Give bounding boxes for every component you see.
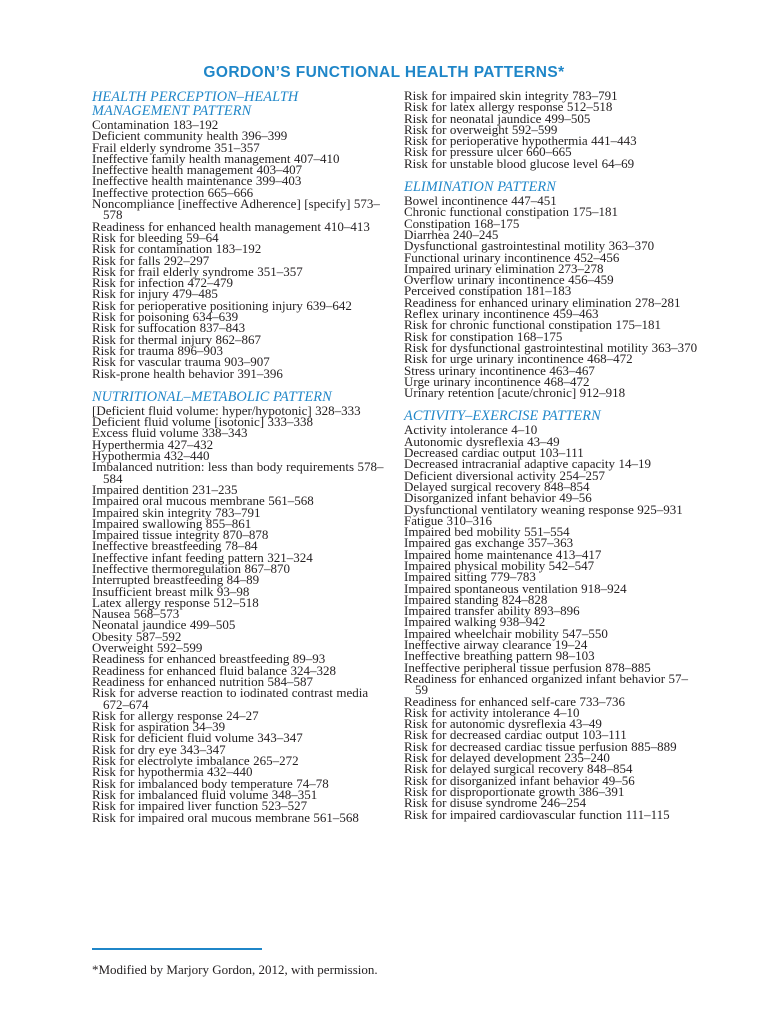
diagnosis-entry: Impaired home maintenance 413–417 (404, 546, 602, 562)
diagnosis-entry: Risk for overweight 592–599 (404, 121, 558, 137)
diagnosis-entry: Contamination 183–192 (92, 117, 219, 132)
diagnosis-entry: Impaired wheelchair mobility 547–550 (404, 625, 608, 641)
diagnosis-entry: Dysfunctional gastrointestinal motility 363–370 (404, 238, 655, 254)
diagnosis-entry: Constipation 168–175 (404, 215, 520, 231)
diagnosis-entry: Impaired transfer ability 893–896 (404, 603, 580, 619)
diagnosis-entry: Risk for allergy response 24–27 (92, 707, 259, 723)
diagnosis-entry: Overflow urinary incontinence 456–459 (404, 272, 614, 288)
diagnosis-entry: Risk for vascular trauma 903–907 (92, 354, 270, 370)
diagnosis-entry: Perceived constipation 181–183 (404, 283, 572, 299)
diagnosis-entry: Risk for autonomic dysreflexia 43–49 (404, 716, 602, 732)
diagnosis-entry: Diarrhea 240–245 (404, 226, 499, 242)
diagnosis-entry: Decreased cardiac output 103–111 (404, 445, 584, 461)
diagnosis-entry: Activity intolerance 4–10 (404, 422, 538, 438)
diagnosis-entry: Readiness for enhanced breastfeeding 89–93 (92, 651, 326, 667)
diagnosis-entry: Ineffective protection 665–666 (92, 184, 254, 200)
diagnosis-entry: Risk for urge urinary incontinence 468–472 (404, 351, 633, 367)
diagnosis-entry: Impaired skin integrity 783–791 (92, 504, 261, 520)
diagnosis-entry: Risk for injury 479–485 (92, 286, 218, 302)
diagnosis-entry: Impaired dentition 231–235 (92, 481, 238, 497)
diagnosis-entry: Delayed surgical recovery 848–854 (404, 478, 590, 494)
diagnosis-entry: Ineffective health maintenance 399–403 (92, 173, 302, 189)
diagnosis-entry: Readiness for enhanced health management 410–413 (92, 218, 370, 234)
diagnosis-entry: Risk for imbalanced body temperature 74–78 (92, 775, 329, 791)
diagnosis-entry: Risk for constipation 168–175 (404, 328, 563, 344)
diagnosis-entry: Impaired standing 824–828 (404, 591, 548, 607)
diagnosis-entry: Overweight 592–599 (92, 640, 203, 656)
diagnosis-entry: Risk for delayed development 235–240 (404, 750, 610, 766)
diagnosis-entry: Risk for delayed surgical recovery 848–854 (404, 761, 633, 777)
diagnosis-entry: Risk for bleeding 59–64 (92, 229, 219, 245)
diagnosis-entry: Risk for activity intolerance 4–10 (404, 704, 580, 720)
diagnosis-entry: Risk for impaired cardiovascular function 111–115 (404, 806, 670, 822)
diagnosis-entry: Risk for chronic functional constipation 175–181 (404, 317, 661, 333)
diagnosis-entry: Ineffective thermoregulation 867–870 (92, 560, 290, 576)
diagnosis-entry: Stress urinary incontinence 463–467 (404, 362, 595, 378)
diagnosis-entry: Urge urinary incontinence 468–472 (404, 373, 590, 389)
diagnosis-entry: Risk-prone health behavior 391–396 (92, 365, 283, 381)
diagnosis-entry: Deficient diversional activity 254–257 (404, 467, 605, 483)
left-column (92, 90, 384, 834)
diagnosis-entry: Risk for frail elderly syndrome 351–357 (92, 263, 303, 279)
right-column (404, 90, 699, 831)
diagnosis-entry: [Deficient fluid volume: hyper/hypotonic] 328–333 (92, 402, 361, 418)
diagnosis-entry: Risk for trauma 896–903 (92, 342, 223, 358)
diagnosis-entry: Ineffective airway clearance 19–24 (404, 637, 588, 653)
diagnosis-entry: Impaired sitting 779–783 (404, 569, 536, 585)
diagnosis-entry: Latex allergy response 512–518 (92, 594, 259, 610)
diagnosis-entry: Deficient community health 396–399 (92, 128, 288, 144)
diagnosis-entry: Ineffective breastfeeding 78–84 (92, 538, 258, 554)
diagnosis-entry: Insufficient breast milk 93–98 (92, 583, 250, 599)
diagnosis-entry: Risk for infection 472–479 (92, 275, 234, 291)
diagnosis-entry: Excess fluid volume 338–343 (92, 425, 248, 441)
diagnosis-entry: Readiness for enhanced self-care 733–736 (404, 693, 625, 709)
diagnosis-entry: Risk for suffocation 837–843 (92, 320, 246, 336)
diagnosis-entry: Risk for pressure ulcer 660–665 (404, 144, 572, 160)
diagnosis-entry: Impaired walking 938–942 (404, 614, 546, 630)
diagnosis-entry: Bowel incontinence 447–451 (404, 193, 557, 209)
diagnosis-entry: Neonatal jaundice 499–505 (92, 617, 236, 633)
section-heading: HEALTH PERCEPTION–HEALTH MANAGEMENT PATTERN (92, 89, 299, 119)
pattern-section (404, 90, 699, 169)
diagnosis-entry: Risk for falls 292–297 (92, 252, 210, 268)
diagnosis-entry: Risk for thermal injury 862–867 (92, 331, 262, 347)
diagnosis-entry: Fatigue 310–316 (404, 512, 492, 528)
diagnosis-entry: Impaired spontaneous ventilation 918–924 (404, 580, 627, 596)
diagnosis-entry: Readiness for enhanced nutrition 584–587 (92, 673, 314, 689)
diagnosis-entry: Impaired oral mucous membrane 561–568 (92, 493, 314, 509)
diagnosis-entry: Hypothermia 432–440 (92, 448, 210, 464)
footnote: *Modified by Marjory Gordon, 2012, with permission. (92, 962, 378, 977)
diagnosis-entry: Interrupted breastfeeding 84–89 (92, 572, 260, 588)
footnote-divider (92, 948, 262, 950)
diagnosis-entry: Autonomic dysreflexia 43–49 (404, 433, 560, 449)
diagnosis-entry: Risk for decreased cardiac output 103–111 (404, 727, 627, 743)
diagnosis-entry: Risk for latex allergy response 512–518 (404, 99, 613, 115)
diagnosis-entry: Risk for impaired liver function 523–527 (92, 798, 308, 814)
diagnosis-entry: Risk for hypothermia 432–440 (92, 764, 253, 780)
section-heading: ELIMINATION PATTERN (404, 179, 556, 196)
diagnosis-entry: Nausea 568–573 (92, 606, 180, 622)
pattern-section (92, 390, 384, 823)
diagnosis-entry: Risk for adverse reaction to iodinated contrast media 672–674 (92, 685, 369, 712)
diagnosis-entry: Dysfunctional ventilatory weaning response 925–931 (404, 501, 683, 517)
diagnosis-entry: Impaired bed mobility 551–554 (404, 524, 570, 540)
pattern-section (404, 408, 699, 822)
diagnosis-entry: Readiness for enhanced urinary elimination 278–281 (404, 294, 681, 310)
section-heading: NUTRITIONAL–METABOLIC PATTERN (92, 388, 332, 405)
page-title: GORDON’S FUNCTIONAL HEALTH PATTERNS* (203, 64, 565, 81)
diagnosis-entry: Frail elderly syndrome 351–357 (92, 139, 260, 155)
diagnosis-entry: Noncompliance [ineffective Adherence] [specify] 573–578 (92, 196, 380, 223)
diagnosis-entry: Functional urinary incontinence 452–456 (404, 249, 620, 265)
diagnosis-entry: Ineffective peripheral tissue perfusion 878–885 (404, 659, 651, 675)
diagnosis-entry: Ineffective family health management 407–410 (92, 150, 340, 166)
diagnosis-entry: Risk for impaired oral mucous membrane 561–568 (92, 809, 359, 825)
section-heading: ACTIVITY–EXERCISE PATTERN (404, 408, 601, 425)
diagnosis-entry: Impaired swallowing 855–861 (92, 515, 252, 531)
diagnosis-entry: Chronic functional constipation 175–181 (404, 204, 618, 220)
diagnosis-entry: Risk for dry eye 343–347 (92, 741, 226, 757)
diagnosis-entry: Risk for deficient fluid volume 343–347 (92, 730, 303, 746)
diagnosis-entry: Risk for electrolyte imbalance 265–272 (92, 753, 299, 769)
diagnosis-entry: Reflex urinary incontinence 459–463 (404, 306, 599, 322)
diagnosis-entry: Imbalanced nutrition: less than body requirements 578–584 (92, 459, 384, 486)
diagnosis-entry: Impaired gas exchange 357–363 (404, 535, 574, 551)
diagnosis-entry: Risk for disproportionate growth 386–391 (404, 783, 625, 799)
diagnosis-entry: Risk for neonatal jaundice 499–505 (404, 110, 591, 126)
diagnosis-entry: Ineffective infant feeding pattern 321–324 (92, 549, 313, 565)
diagnosis-entry: Impaired physical mobility 542–547 (404, 557, 595, 573)
diagnosis-entry: Risk for impaired skin integrity 783–791 (404, 88, 618, 103)
diagnosis-entry: Hyperthermia 427–432 (92, 436, 214, 452)
diagnosis-entry: Impaired urinary elimination 273–278 (404, 260, 604, 276)
diagnosis-entry: Deficient fluid volume [isotonic] 333–338 (92, 414, 314, 430)
diagnosis-entry: Readiness for enhanced organized infant behavior 57–59 (404, 670, 688, 698)
diagnosis-entry: Urinary retention [acute/chronic] 912–918 (404, 385, 626, 401)
diagnosis-entry: Risk for contamination 183–192 (92, 241, 262, 257)
diagnosis-entry: Impaired tissue integrity 870–878 (92, 527, 269, 543)
diagnosis-entry: Risk for disuse syndrome 246–254 (404, 795, 587, 811)
pattern-section (92, 90, 384, 379)
diagnosis-entry: Risk for imbalanced fluid volume 348–351 (92, 786, 318, 802)
diagnosis-entry: Risk for dysfunctional gastrointestinal motility 363–370 (404, 339, 698, 355)
diagnosis-entry: Ineffective breathing pattern 98–103 (404, 648, 595, 664)
diagnosis-entry: Risk for aspiration 34–39 (92, 719, 226, 735)
diagnosis-entry: Obesity 587–592 (92, 628, 182, 644)
diagnosis-entry: Ineffective health management 403–407 (92, 162, 303, 178)
diagnosis-entry: Readiness for enhanced fluid balance 324–328 (92, 662, 336, 678)
diagnosis-entry: Risk for perioperative hypothermia 441–443 (404, 133, 637, 149)
diagnosis-entry: Risk for poisoning 634–639 (92, 309, 239, 325)
diagnosis-entry: Risk for disorganized infant behavior 49–56 (404, 772, 635, 788)
pattern-section (404, 179, 699, 401)
diagnosis-entry: Risk for decreased cardiac tissue perfusion 885–889 (404, 738, 677, 754)
diagnosis-entry: Risk for unstable blood glucose level 64–69 (404, 155, 635, 171)
diagnosis-entry: Risk for perioperative positioning injury 639–642 (92, 297, 352, 313)
diagnosis-entry: Decreased intracranial adaptive capacity 14–19 (404, 456, 651, 472)
diagnosis-entry: Disorganized infant behavior 49–56 (404, 490, 592, 506)
